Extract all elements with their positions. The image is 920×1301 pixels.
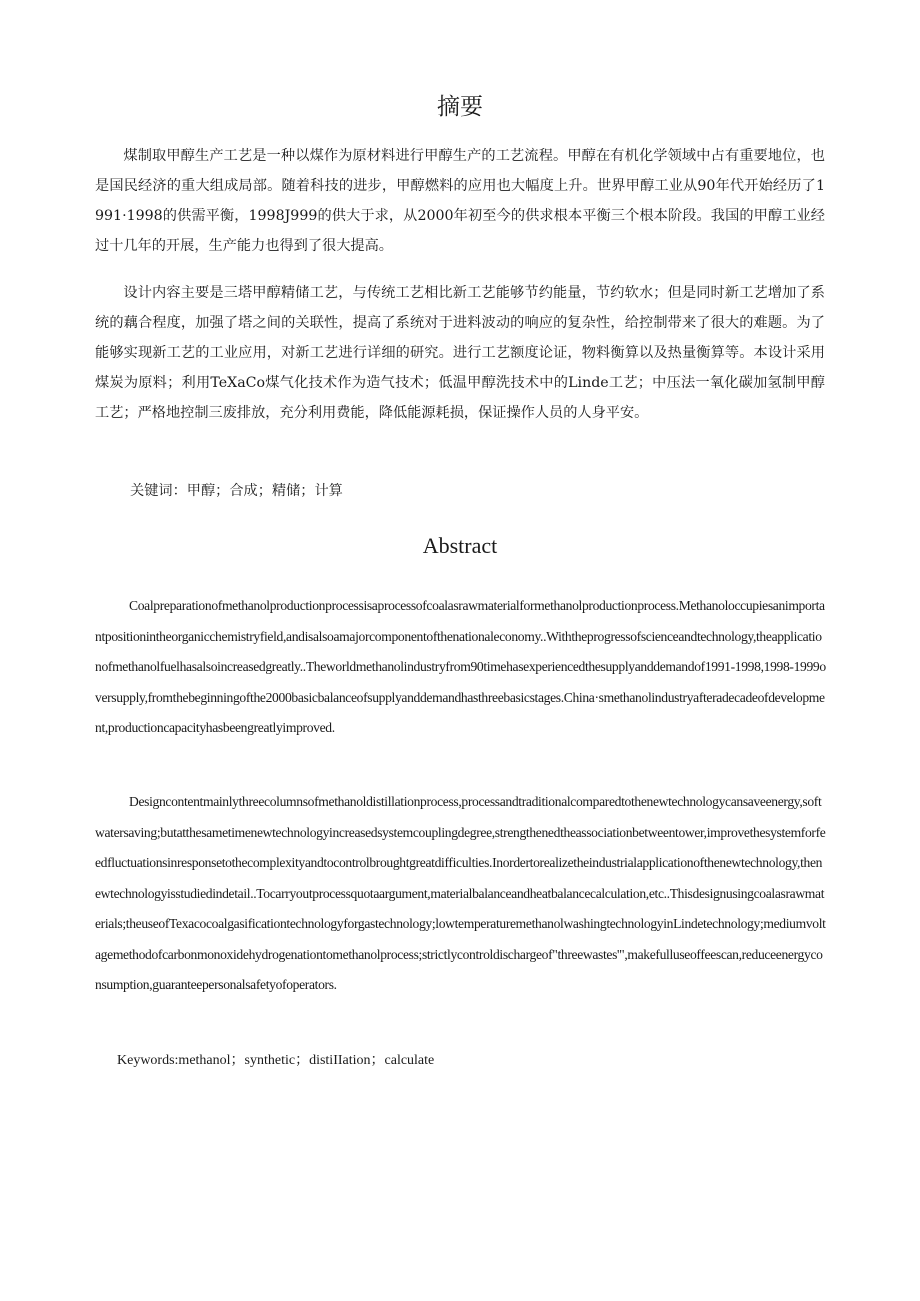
chinese-keywords: 关键词：甲醇；合成；精储；计算 bbox=[130, 483, 343, 499]
chinese-abstract-paragraph-1: 煤制取甲醇生产工艺是一种以煤作为原材料进行甲醇生产的工艺流程。甲醇在有机化学领域中占有重要地位，也是国民经济的重大组成局部。随着科技的进步，甲醇燃料的应用也大幅度上升。世界甲醇工业从90年代开始经历了1991·1998的供需平衡，1998J999的供大于求，从2000年初至今的供求根本平衡三个根本阶段。我国的甲醇工业经过十几年的开展，生产能力也得到了很大提高。 bbox=[95, 148, 825, 254]
english-abstract-paragraph-2: Designcontentmainlythreecolumnsofmethanoldistillationprocess,processandtraditionalcomparedtothenewtechnologycansaveenergy,softwatersaving;butatthesametimenewtechnologyincreasedsystemcouplingdegree,strengthenedtheassociationbetweentower,improvethesystemforfeedfluctuationsinresponsetothecomplexityandtocontrolbroughtgreatdifficulties.Inordertorealizetheindustrialapplicationofthenewtechnology,thenewtechnologyisstudiedindetail..Tocarryoutprocessquotaargument,materialbalanceandheatbalancecalculation,etc..Thisdesignusingcoalasrawmaterials;theuseofTexacocoalgasificationtechnologyforgastechnology;lowtemperaturemethanolwashingtechnologyinLindetechnology;mediumvoltagemethodofcarbonmonoxidehydrogenationtomethanolprocess;strictlycontroldischargeof"threewastes'",makefulluseoffeescan,reduceenergyconsumption,guaranteepersonalsafetyofoperators. bbox=[95, 794, 826, 992]
chinese-abstract-title: 摘要 bbox=[437, 94, 483, 120]
english-keywords: Keywords:methanol；synthetic；distiIIation；calculate bbox=[117, 1053, 435, 1068]
chinese-abstract-paragraph-2: 设计内容主要是三塔甲醇精储工艺，与传统工艺相比新工艺能够节约能量，节约软水；但是同时新工艺增加了系统的藕合程度，加强了塔之间的关联性，提高了系统对于进料波动的响应的复杂性，给控制带来了很大的难题。为了能够实现新工艺的工业应用，对新工艺进行详细的研究。进行工艺额度论证，物料衡算以及热量衡算等。本设计采用煤炭为原料；利用TeXaCo煤气化技术作为造气技术；低温甲醇洗技术中的Linde工艺；中压法一氧化碳加氢制甲醇工艺；严格地控制三废排放，充分利用费能，降低能源耗损，保证操作人员的人身平安。 bbox=[95, 285, 825, 421]
english-abstract-title: Abstract bbox=[422, 533, 498, 558]
english-abstract-paragraph-1: Coalpreparationofmethanolproductionprocessisaprocessofcoalasrawmaterialformethanolproductionprocess.Methanoloccupiesanimportantpositionintheorganicchemistryfield,andisalsoamajorcomponentofthenationaleconomy..Withtheprogressofscienceandtechnology,theapplicationofmethanolfuelhasalsoincreasedgreatly..Theworldmethanolindustryfrom90timehasexperiencedthesupplyanddemandof1991-1998,1998-1999oversupply,fromthebeginningofthe2000basicbalanceofsupplyanddemandhasthreebasicstages.China·smethanolindustryafteradecadeofdevelopment,productioncapacityhasbeengreatlyimproved. bbox=[95, 598, 826, 735]
